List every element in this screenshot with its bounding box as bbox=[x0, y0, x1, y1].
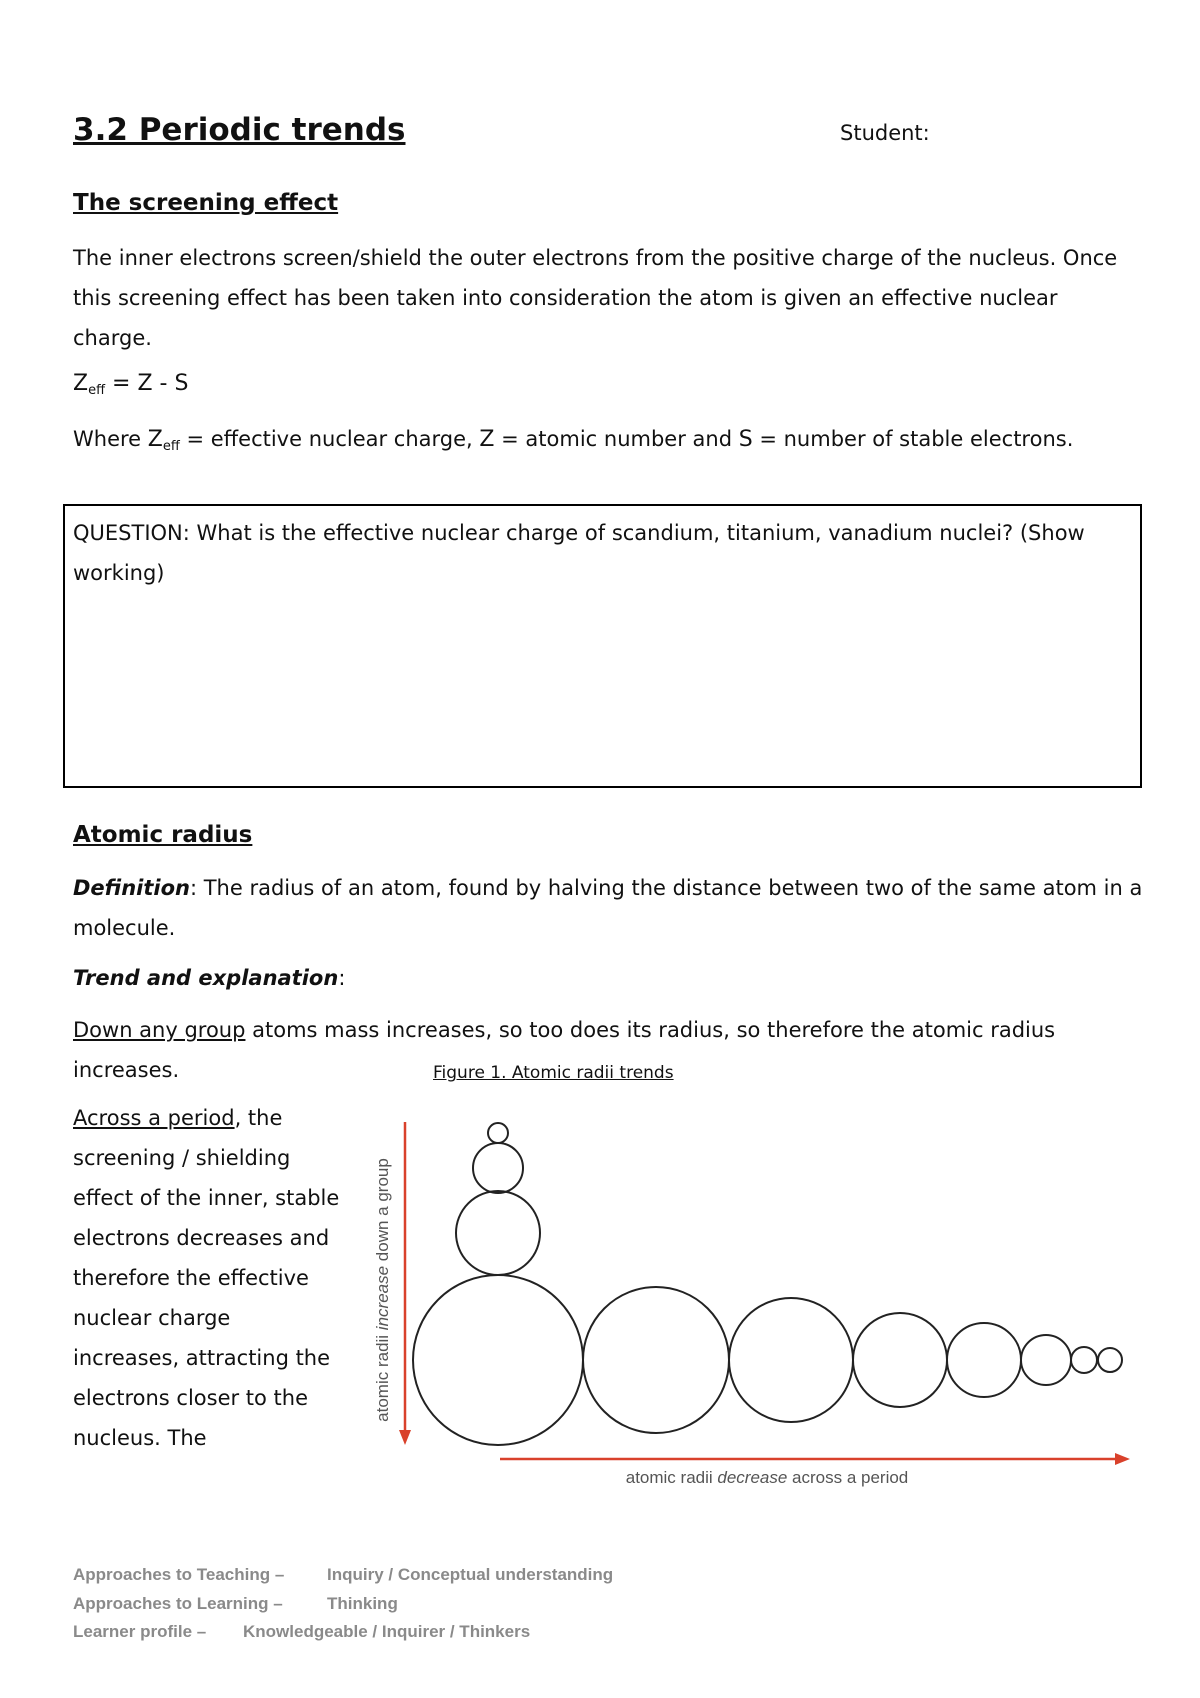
atom-circle-period-7 bbox=[1071, 1347, 1097, 1373]
down-group-text: atoms mass increases, so too does its radius, so therefore the atomic radius increases. bbox=[73, 1018, 1056, 1082]
footer-teaching-value: Inquiry / Conceptual understanding bbox=[327, 1565, 614, 1584]
across-period-paragraph bbox=[73, 1098, 343, 1458]
atom-circle-period-1 bbox=[413, 1275, 583, 1445]
screening-paragraph: The inner electrons screen/shield the outer electrons from the positive charge of the nucleus. Once this screening effect has been taken into consideration the atom is given an effective nuclear charge. bbox=[73, 246, 1118, 350]
definition-paragraph bbox=[73, 868, 1143, 948]
formula-rhs: = Z - S bbox=[105, 371, 189, 396]
where-text-4: = number of stable electrons. bbox=[752, 427, 1074, 451]
where-text-2: = effective nuclear charge, bbox=[179, 427, 480, 451]
atom-circle-period-3 bbox=[729, 1298, 853, 1422]
x-axis-label: atomic radii decrease across a period bbox=[625, 1468, 909, 1487]
footer-teaching-label: Approaches to Teaching – bbox=[73, 1565, 285, 1584]
page-title: 3.2 Periodic trends bbox=[73, 112, 406, 148]
trend-colon: : bbox=[338, 966, 346, 990]
down-group-term: Down any group bbox=[73, 1018, 246, 1042]
y-axis-arrowhead bbox=[399, 1430, 411, 1445]
where-paragraph bbox=[73, 419, 1143, 467]
student-label: Student: bbox=[840, 121, 930, 145]
footer-learning-value: Thinking bbox=[327, 1594, 398, 1613]
footer-profile-label: Learner profile – bbox=[73, 1622, 207, 1641]
footer-profile-value: Knowledgeable / Inquirer / Thinkers bbox=[243, 1622, 531, 1641]
trend-heading bbox=[73, 958, 345, 998]
formula-z: Z bbox=[73, 371, 89, 396]
definition-text: : The radius of an atom, found by halving the distance between two of the same atom in a molecule. bbox=[73, 876, 1143, 940]
atomic-radius-heading: Atomic radius bbox=[73, 822, 253, 848]
x-axis-arrowhead bbox=[1115, 1453, 1130, 1465]
definition-label: Definition bbox=[73, 876, 190, 900]
where-text-1: Where bbox=[73, 427, 148, 451]
atom-circle-group-1 bbox=[488, 1123, 508, 1143]
footer-learning-label: Approaches to Learning – bbox=[73, 1594, 283, 1613]
screening-heading: The screening effect bbox=[73, 190, 339, 216]
where-zsub: eff bbox=[162, 439, 180, 454]
atomic-radii-figure bbox=[370, 1100, 1150, 1490]
where-text-3: = atomic number and bbox=[494, 427, 739, 451]
across-period-term: Across a period bbox=[73, 1106, 235, 1130]
atom-circle-period-5 bbox=[947, 1323, 1021, 1397]
where-z2: Z bbox=[479, 427, 495, 452]
y-axis-label: atomic radii increase down a group bbox=[373, 1158, 392, 1422]
formula-sub: eff bbox=[88, 383, 106, 398]
atom-circle-period-6 bbox=[1021, 1335, 1071, 1385]
trend-label: Trend and explanation bbox=[73, 966, 339, 990]
across-period-text: , the screening / shielding effect of the inner, stable electrons decreases and therefore the effective nuclear charge increases, attracting the electrons closer to the nucleus. The bbox=[73, 1106, 340, 1450]
atom-circle-group-3 bbox=[456, 1191, 540, 1275]
where-s: S bbox=[738, 427, 753, 452]
atom-circle-group-2 bbox=[473, 1143, 523, 1193]
atom-circle-period-4 bbox=[853, 1313, 947, 1407]
figure-caption: Figure 1. Atomic radii trends bbox=[433, 1063, 674, 1083]
atom-circle-period-2 bbox=[583, 1287, 729, 1433]
where-z: Z bbox=[147, 427, 163, 452]
atom-circle-period-8 bbox=[1098, 1348, 1122, 1372]
zeff-formula bbox=[73, 371, 188, 398]
question-text: QUESTION: What is the effective nuclear charge of scandium, titanium, vanadium nuclei? (Show working) bbox=[73, 521, 1085, 585]
